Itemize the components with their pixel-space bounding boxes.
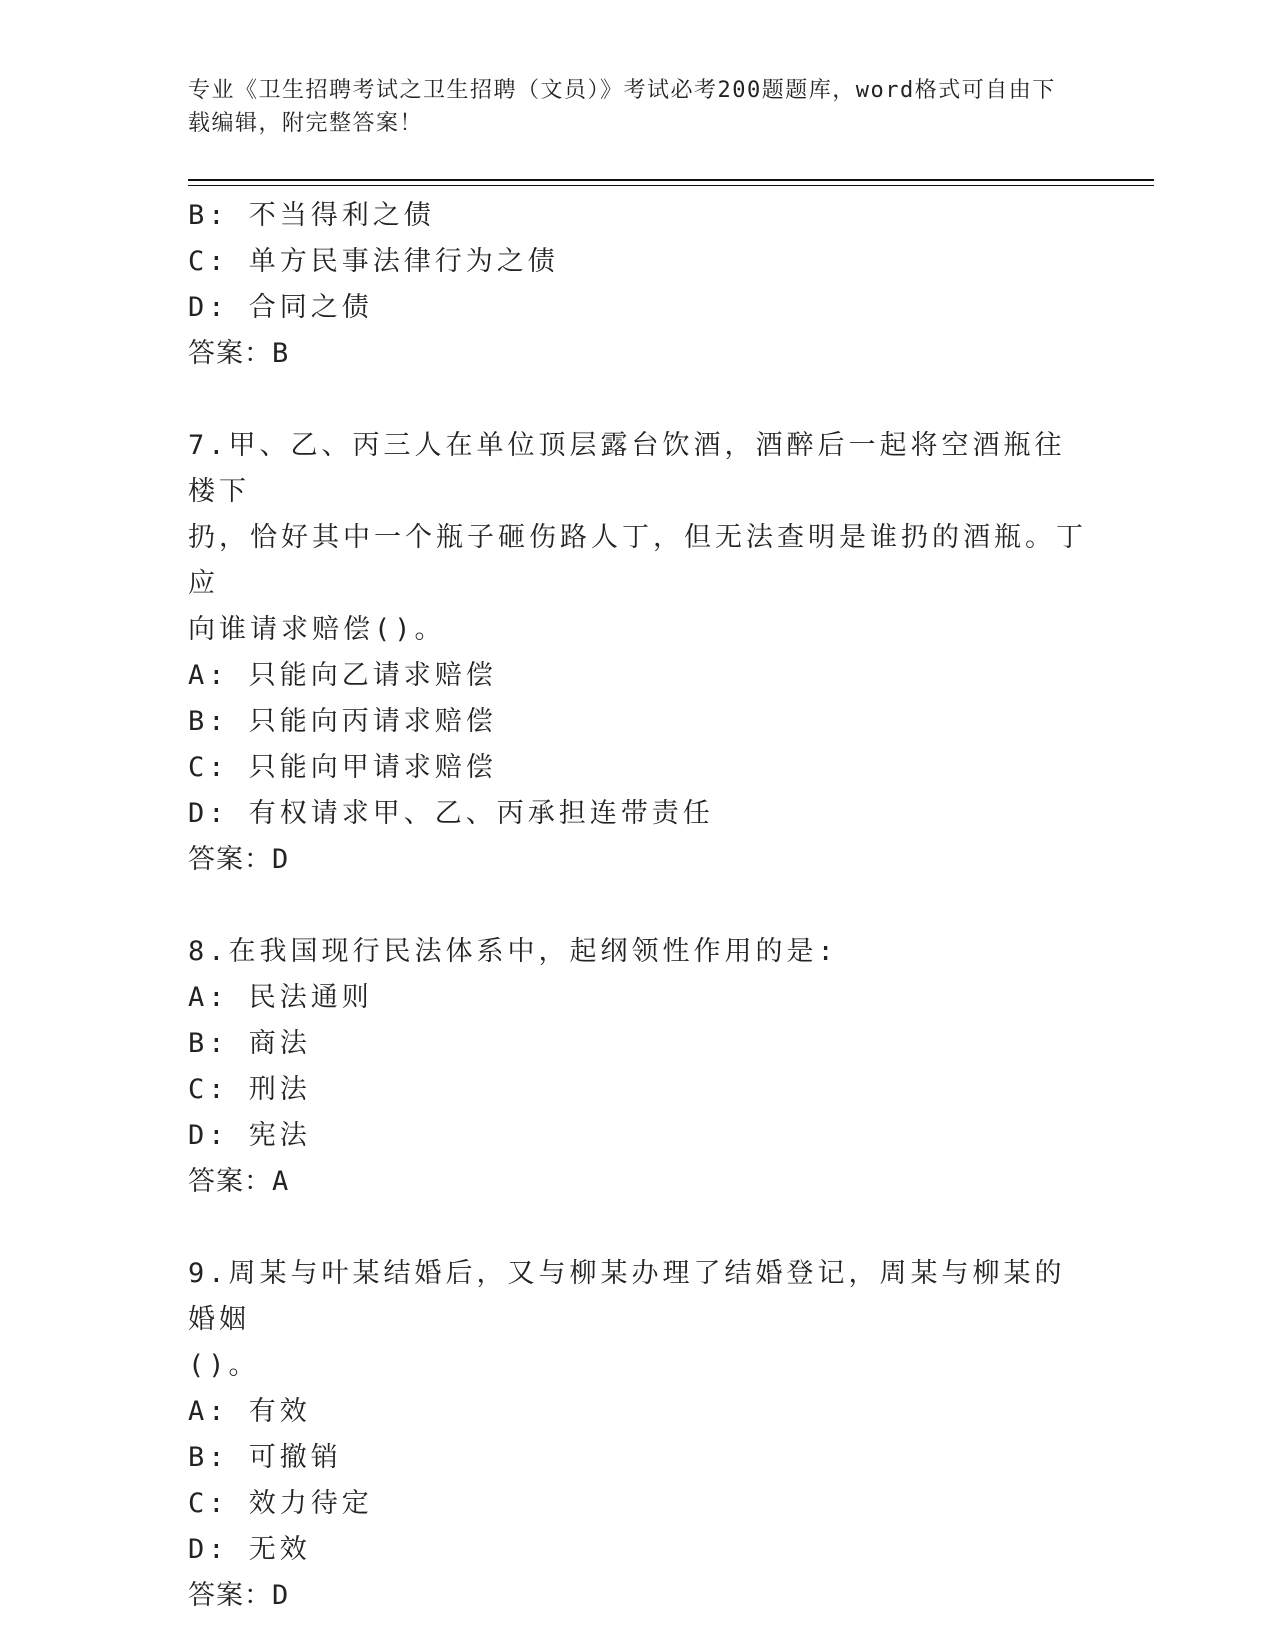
option-a: A: 有效 bbox=[188, 1396, 311, 1427]
header-rule-thin bbox=[188, 185, 1154, 186]
option-c: C: 单方民事法律行为之债 bbox=[188, 246, 559, 277]
option-c: C: 效力待定 bbox=[188, 1488, 373, 1519]
question-8 bbox=[188, 929, 1088, 1205]
option-d: D: 宪法 bbox=[188, 1120, 311, 1151]
answer-line: 答案：B bbox=[188, 338, 290, 369]
question-text: 9.周某与叶某结婚后，又与柳某办理了结婚登记，周某与柳某的婚姻 bbox=[188, 1258, 1066, 1335]
option-a: A: 民法通则 bbox=[188, 982, 373, 1013]
question-text: 向谁请求赔偿()。 bbox=[188, 614, 446, 645]
option-d: D: 无效 bbox=[188, 1534, 311, 1565]
option-c: C: 只能向甲请求赔偿 bbox=[188, 752, 497, 783]
answer-line: 答案：D bbox=[188, 1580, 290, 1611]
option-b: B: 可撤销 bbox=[188, 1442, 342, 1473]
question-9 bbox=[188, 1251, 1088, 1619]
header-rule-thick bbox=[188, 179, 1154, 181]
question-text: 8.在我国现行民法体系中，起纲领性作用的是: bbox=[188, 936, 838, 967]
option-b: B: 不当得利之债 bbox=[188, 200, 435, 231]
option-c: C: 刑法 bbox=[188, 1074, 311, 1105]
answer-line: 答案：D bbox=[188, 844, 290, 875]
question-text: 7.甲、乙、丙三人在单位顶层露台饮酒，酒醉后一起将空酒瓶往楼下 bbox=[188, 430, 1066, 507]
option-d: D: 有权请求甲、乙、丙承担连带责任 bbox=[188, 798, 714, 829]
question-text: ()。 bbox=[188, 1350, 260, 1381]
option-list bbox=[188, 193, 1088, 331]
option-a: A: 只能向乙请求赔偿 bbox=[188, 660, 497, 691]
page-header: 专业《卫生招聘考试之卫生招聘（文员）》考试必考200题题库，word格式可自由下载编辑，附完整答案！ bbox=[188, 78, 1056, 136]
answer-line: 答案：A bbox=[188, 1166, 290, 1197]
question-7 bbox=[188, 423, 1088, 883]
question-text: 扔，恰好其中一个瓶子砸伤路人丁，但无法查明是谁扔的酒瓶。丁应 bbox=[188, 522, 1087, 599]
question-list bbox=[188, 193, 1088, 1619]
option-b: B: 只能向丙请求赔偿 bbox=[188, 706, 497, 737]
option-b: B: 商法 bbox=[188, 1028, 311, 1059]
option-d: D: 合同之债 bbox=[188, 292, 373, 323]
